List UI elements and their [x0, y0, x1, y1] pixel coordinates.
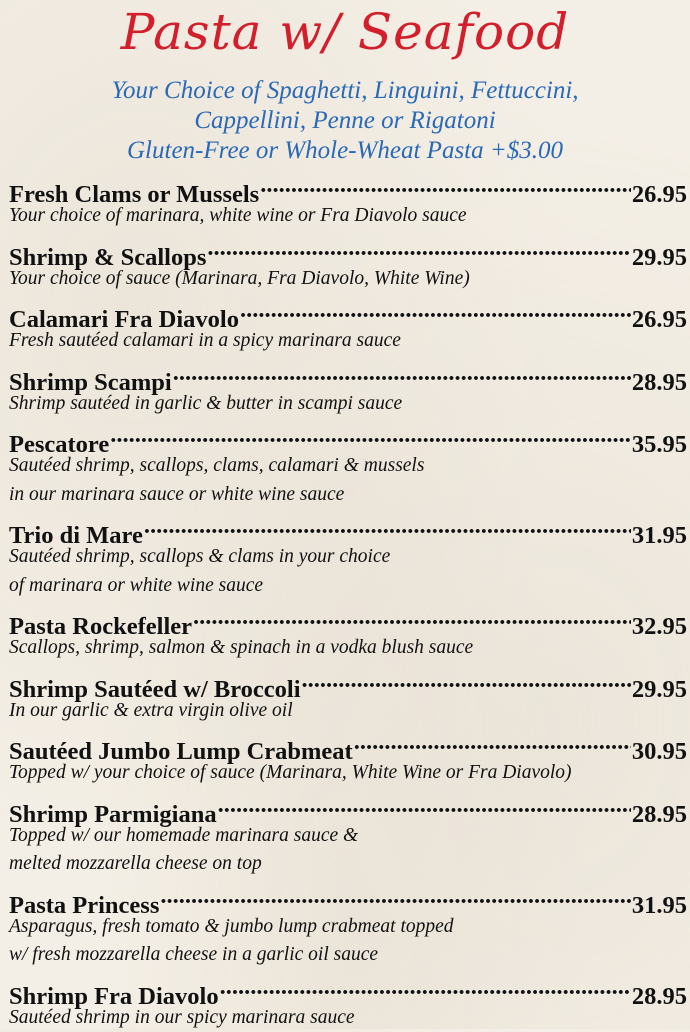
dot-leader	[173, 356, 631, 390]
menu-item	[9, 879, 687, 970]
menu-item-description: Topped w/ your choice of sauce (Marinara, White Wine or Fra Diavolo)	[9, 759, 687, 788]
menu-item-name: Pasta Rockefeller	[9, 610, 192, 644]
dot-leader	[240, 293, 631, 327]
menu-item-description: In our garlic & extra virgin olive oil	[9, 697, 687, 726]
dot-leader	[302, 663, 631, 697]
menu-item-description: Your choice of marinara, white wine or Fra Diavolo sauce	[9, 202, 687, 231]
menu-item	[9, 418, 687, 509]
menu-item-price: 28.95	[632, 366, 687, 400]
menu-item-price: 29.95	[632, 673, 687, 707]
menu-item-name: Sautéed Jumbo Lump Crabmeat	[9, 735, 353, 769]
menu-item-description: melted mozzarella cheese on top	[9, 850, 687, 879]
menu-item-name: Shrimp Parmigiana	[9, 798, 217, 832]
menu-item-price: 28.95	[632, 980, 687, 1014]
menu-item-name: Shrimp Sautéed w/ Broccoli	[9, 673, 301, 707]
dot-leader	[207, 231, 630, 265]
menu-item-description: in our marinara sauce or white wine sauce	[9, 481, 687, 510]
pasta-choice-line: Cappellini, Penne or Rigatoni	[0, 106, 690, 136]
menu-item-description: Sautéed shrimp in our spicy marinara sauce	[9, 1004, 687, 1032]
menu-item-description: Asparagus, fresh tomato & jumbo lump crabmeat topped	[9, 913, 687, 942]
menu-item	[9, 293, 687, 356]
menu-item-description: w/ fresh mozzarella cheese in a garlic oil sauce	[9, 941, 687, 970]
dot-leader	[144, 509, 631, 543]
gluten-free-note: Gluten-Free or Whole-Wheat Pasta +$3.00	[0, 136, 690, 166]
menu-item-name: Fresh Clams or Mussels	[9, 178, 259, 212]
menu-item-description: Fresh sautéed calamari in a spicy marinara sauce	[9, 327, 687, 356]
menu-item-description: of marinara or white wine sauce	[9, 572, 687, 601]
dot-leader	[193, 600, 631, 634]
menu-item-price: 26.95	[632, 178, 687, 212]
dot-leader	[160, 879, 631, 913]
dot-leader	[220, 970, 631, 1004]
menu-items-list	[9, 168, 687, 1032]
menu-item-price: 29.95	[632, 241, 687, 275]
menu-item-description: Sautéed shrimp, scallops, clams, calamari & mussels	[9, 452, 687, 481]
menu-item-description: Scallops, shrimp, salmon & spinach in a vodka blush sauce	[9, 634, 687, 663]
menu-item	[9, 231, 687, 294]
menu-item-price: 26.95	[632, 303, 687, 337]
menu-item-price: 31.95	[632, 519, 687, 553]
menu-item-price: 31.95	[632, 889, 687, 923]
menu-item-name: Pasta Princess	[9, 889, 159, 923]
pasta-choice-line: Your Choice of Spaghetti, Linguini, Fettuccini,	[0, 76, 690, 106]
menu-title: Pasta w/ Seafood	[0, 0, 690, 64]
pasta-choice-note	[0, 76, 690, 166]
menu-item	[9, 600, 687, 663]
menu-item-description: Sautéed shrimp, scallops & clams in your choice	[9, 543, 687, 572]
menu-item	[9, 509, 687, 600]
menu-item-name: Trio di Mare	[9, 519, 143, 553]
menu-item	[9, 970, 687, 1032]
menu-item-name: Shrimp Scampi	[9, 366, 172, 400]
dot-leader	[354, 725, 631, 759]
menu-item-name: Calamari Fra Diavolo	[9, 303, 239, 337]
menu-item-price: 30.95	[632, 735, 687, 769]
dot-leader	[218, 788, 631, 822]
dot-leader	[110, 418, 631, 452]
menu-item	[9, 168, 687, 231]
menu-item-name: Pescatore	[9, 428, 109, 462]
menu-item	[9, 356, 687, 419]
menu-item	[9, 663, 687, 726]
menu-item-name: Shrimp Fra Diavolo	[9, 980, 219, 1014]
menu-item	[9, 788, 687, 879]
menu-item-price: 35.95	[632, 428, 687, 462]
menu-item-description: Your choice of sauce (Marinara, Fra Diavolo, White Wine)	[9, 265, 687, 294]
menu-item-description: Shrimp sautéed in garlic & butter in scampi sauce	[9, 390, 687, 419]
menu-item-name: Shrimp & Scallops	[9, 241, 206, 275]
menu-item	[9, 725, 687, 788]
menu-item-price: 28.95	[632, 798, 687, 832]
menu-item-price: 32.95	[632, 610, 687, 644]
menu-item-description: Topped w/ our homemade marinara sauce &	[9, 822, 687, 851]
dot-leader	[260, 168, 631, 202]
